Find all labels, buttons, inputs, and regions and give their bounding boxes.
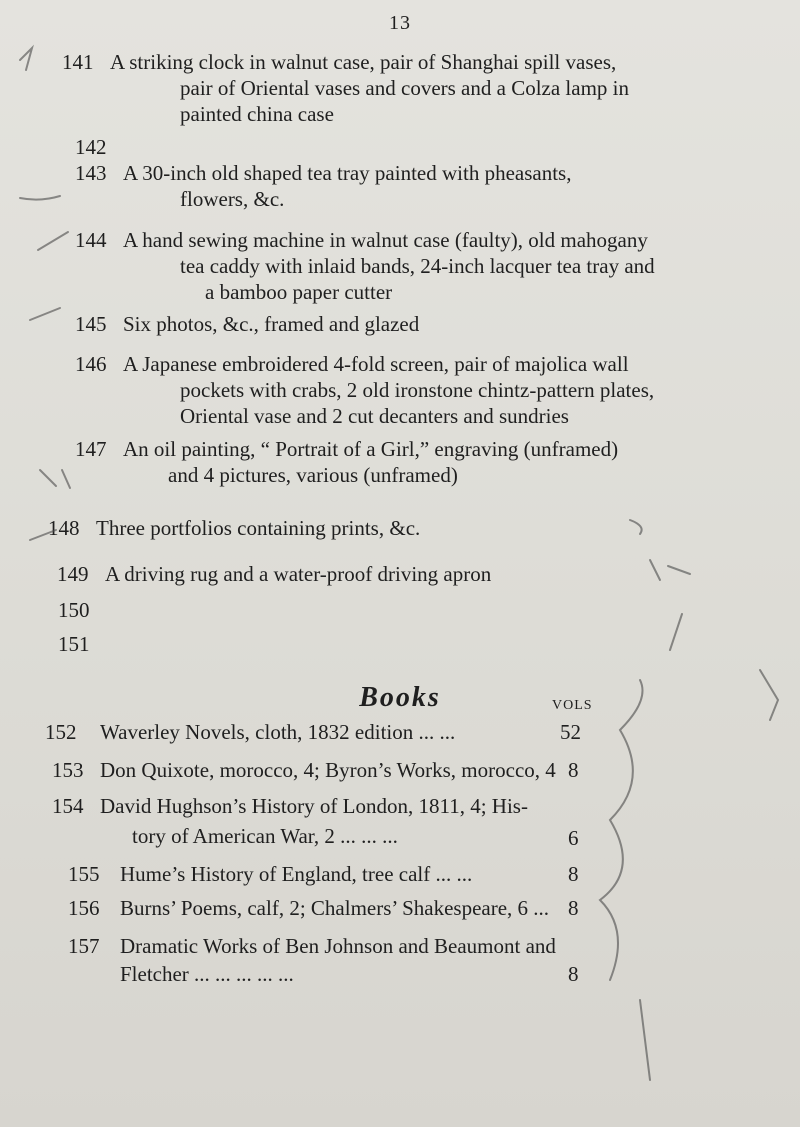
lot-text: A striking clock in walnut case, pair of Shanghai spill vases, <box>110 50 617 74</box>
lot-text: Oriental vase and 2 cut decanters and sundries <box>180 404 569 428</box>
lot-number: 153 <box>52 758 84 782</box>
book-entry <box>45 720 605 746</box>
lot-entry <box>75 352 775 432</box>
vols-column-label: VOLS <box>552 698 593 713</box>
lot-text: Don Quixote, morocco, 4; Byron’s Works, morocco, 4 <box>100 758 556 782</box>
lot-text: Burns’ Poems, calf, 2; Chalmers’ Shakespeare, 6 ... <box>120 896 550 920</box>
lot-text: A 30-inch old shaped tea tray painted with pheasants, <box>123 161 572 185</box>
lot-text: A hand sewing machine in walnut case (faulty), old mahogany <box>123 228 648 252</box>
lot-text: An oil painting, “ Portrait of a Girl,” engraving (unframed) <box>123 437 619 461</box>
lot-number: 146 <box>75 352 107 376</box>
lot-number: 142 <box>75 135 107 159</box>
pencil-mark <box>40 470 70 488</box>
lot-text: a bamboo paper cutter <box>205 280 393 304</box>
book-entry <box>52 758 572 784</box>
pencil-mark <box>20 48 32 70</box>
lot-entry <box>75 312 575 338</box>
volume-count: 52 <box>560 720 581 744</box>
lot-entry <box>57 562 617 588</box>
lot-text: Hume’s History of England, tree calf ... ... <box>120 862 473 886</box>
page-number: 13 <box>389 12 411 34</box>
lot-text: Dramatic Works of Ben Johnson and Beaumont and <box>120 934 556 958</box>
book-entry <box>68 896 568 922</box>
lot-number: 155 <box>68 862 100 886</box>
lot-text: and 4 pictures, various (unframed) <box>168 463 458 487</box>
lot-text: pockets with crabs, 2 old ironstone chintz-pattern plates, <box>180 378 655 402</box>
lot-number: 143 <box>75 161 107 185</box>
lot-text: A driving rug and a water-proof driving apron <box>105 562 492 586</box>
lot-text: David Hughson’s History of London, 1811, 4; His- <box>100 794 528 818</box>
lot-number: 151 <box>58 632 90 656</box>
pencil-mark <box>670 614 682 650</box>
lot-entry <box>58 632 138 658</box>
lot-entry <box>75 135 155 161</box>
lot-entry <box>62 50 782 130</box>
lot-number: 144 <box>75 228 107 252</box>
lot-text: Three portfolios containing prints, &c. <box>96 516 421 540</box>
lot-entry <box>75 161 775 216</box>
book-entry <box>68 862 568 888</box>
lot-number: 154 <box>52 794 84 818</box>
pencil-mark <box>38 232 68 250</box>
lot-text: tea caddy with inlaid bands, 24-inch lacquer tea tray and <box>180 254 655 278</box>
lot-number: 149 <box>57 562 89 586</box>
lot-text: Waverley Novels, cloth, 1832 edition ... ... <box>100 720 456 744</box>
lot-number: 156 <box>68 896 100 920</box>
lot-text: painted china case <box>180 102 334 126</box>
volume-count: 8 <box>568 962 579 986</box>
lot-text: Six photos, &c., framed and glazed <box>123 312 420 336</box>
pencil-mark <box>650 560 690 580</box>
books-heading: Books <box>359 682 441 713</box>
lot-number: 141 <box>62 50 94 74</box>
lot-entry <box>58 598 138 624</box>
lot-text: Fletcher ... ... ... ... ... <box>120 962 294 986</box>
book-entry <box>68 934 568 989</box>
volume-count: 8 <box>568 896 579 920</box>
lot-entry <box>75 228 775 308</box>
lot-text: pair of Oriental vases and covers and a Colza lamp in <box>180 76 630 100</box>
volume-count: 8 <box>568 758 579 782</box>
pencil-mark <box>640 1000 650 1080</box>
volume-count: 6 <box>568 826 579 850</box>
lot-number: 145 <box>75 312 107 336</box>
pencil-mark <box>30 308 60 320</box>
lot-text: A Japanese embroidered 4-fold screen, pair of majolica wall <box>123 352 629 376</box>
lot-text: tory of American War, 2 ... ... ... <box>132 824 398 848</box>
lot-number: 157 <box>68 934 100 958</box>
lot-number: 150 <box>58 598 90 622</box>
pencil-mark <box>630 520 642 534</box>
lot-number: 148 <box>48 516 80 540</box>
volume-count: 8 <box>568 862 579 886</box>
pencil-mark <box>600 680 643 980</box>
lot-entry <box>75 437 775 492</box>
lot-number: 147 <box>75 437 107 461</box>
lot-text: flowers, &c. <box>180 187 285 211</box>
lot-entry <box>48 516 608 542</box>
lot-number: 152 <box>45 720 77 744</box>
book-entry <box>52 794 572 849</box>
pencil-mark <box>20 196 60 200</box>
